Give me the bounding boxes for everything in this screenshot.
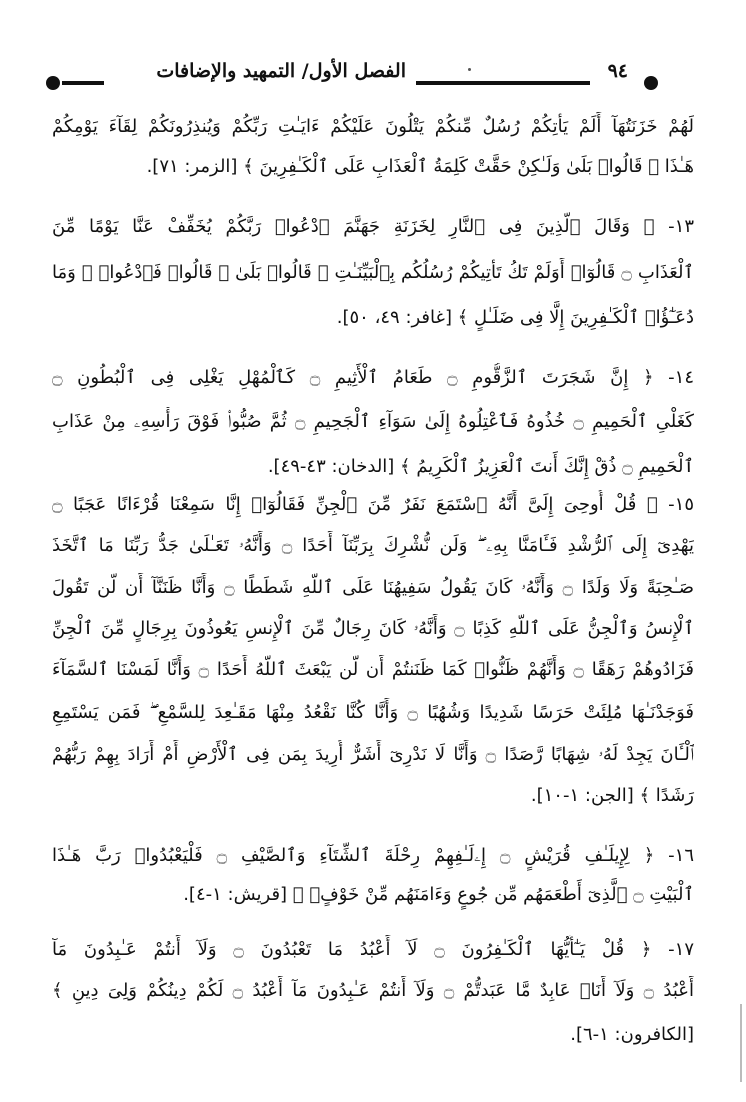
- header-left-dot: [46, 76, 60, 90]
- text-line: دُعَـٰٓؤُا۟ ٱلْكَـٰفِرِينَ إِلَّا فِى ضَلَـٰلٍ ﴾ [غافر: ٤٩، ٥٠].: [336, 307, 694, 328]
- text-line: هَـٰذَا ۚ قَالُوا۟ بَلَىٰ وَلَـٰكِنْ حَقَّتْ كَلِمَةُ ٱلْعَذَابِ عَلَى ٱلْكَـٰفِرِينَ ﴾ [الزمر: ٧١].: [146, 156, 694, 177]
- margin-mark: [740, 1004, 742, 1082]
- page-number: ٩٤: [607, 60, 628, 82]
- text-line: ١٦- ﴿ لِإِيلَـٰفِ قُرَيْشٍ ۝ إِۦلَـٰفِهِمْ رِحْلَةَ ٱلشِّتَآءِ وَٱلصَّيْفِ ۝ فَلْيَعْبُدُوا۟ رَبَّ هَـٰذَا: [52, 845, 694, 866]
- text-line: فَوَجَدْنَـٰهَا مُلِئَتْ حَرَسًا شَدِيدًا وَشُهُبًا ۝ وَأَنَّا كُنَّا نَقْعُدُ مِنْهَا مَقَـٰعِدَ لِلسَّمْعِ ۖ فَمَن يَسْتَمِعِ: [52, 702, 694, 723]
- header-rule-left: [62, 81, 104, 85]
- text-line: ٱلْعَذَابِ ۝ قَالُوٓا۟ أَوَلَمْ تَكُ تَأْتِيكُمْ رُسُلُكُم بِٱلْبَيِّنَـٰتِ ۖ قَالُوا۟ بَلَىٰ ۚ قَالُوا۟ فَٱدْعُوا۟ ۗ وَمَا: [52, 262, 694, 283]
- text-line: كَغَلْىِ ٱلْحَمِيمِ ۝ خُذُوهُ فَٱعْتِلُوهُ إِلَىٰ سَوَآءِ ٱلْجَحِيمِ ۝ ثُمَّ صُبُّوا۟ فَوْقَ رَأْسِهِۦ مِنْ عَذَابِ: [52, 411, 694, 432]
- chapter-title: الفصل الأول/ التمهيد والإضافات: [156, 60, 406, 82]
- page-header: [0, 0, 746, 110]
- text-line: أَعْبُدُ ۝ وَلَآ أَنَا۠ عَابِدٌ مَّا عَبَدتُّمْ ۝ وَلَآ أَنتُمْ عَـٰبِدُونَ مَآ أَعْبُدُ ۝ لَكُمْ دِينُكُمْ وَلِىَ دِينِ ﴾: [52, 980, 694, 1001]
- text-line: [الكافرون: ١-٦].: [570, 1024, 694, 1045]
- text-line: ١٥- ﴿ قُلْ أُوحِىَ إِلَىَّ أَنَّهُ ٱسْتَمَعَ نَفَرٌ مِّنَ ٱلْجِنِّ فَقَالُوٓا۟ إِنَّا سَمِعْنَا قُرْءَانًا عَجَبًا ۝: [52, 494, 694, 515]
- text-line: فَزَادُوهُمْ رَهَقًا ۝ وَأَنَّهُمْ ظَنُّوا۟ كَمَا ظَنَنتُمْ أَن لَّن يَبْعَثَ ٱللَّهُ أَحَدًا ۝ وَأَنَّا لَمَسْنَا ٱلسَّمَآءَ: [52, 659, 694, 680]
- text-line: ٱلْحَمِيمِ ۝ ذُقْ إِنَّكَ أَنتَ ٱلْعَزِيزُ ٱلْكَرِيمُ ﴾ [الدخان: ٤٣-٤٩].: [267, 456, 694, 477]
- text-line: رَشَدًا ﴾ [الجن: ١-١٠].: [530, 785, 694, 806]
- text-line: ٱلْإِنسُ وَٱلْجِنُّ عَلَى ٱللَّهِ كَذِبًا ۝ وَأَنَّهُۥ كَانَ رِجَالٌ مِّنَ ٱلْإِنسِ يَعُوذُونَ بِرِجَالٍ مِّنَ ٱلْجِنِّ: [52, 618, 694, 639]
- text-line: ٱلْبَيْتِ ۝ ٱلَّذِىٓ أَطْعَمَهُم مِّن جُوعٍ وَءَامَنَهُم مِّنْ خَوْفٍۭ ﴾ [قريش: ١-٤].: [183, 884, 694, 905]
- text-line: ٱلْـَٔانَ يَجِدْ لَهُۥ شِهَابًا رَّصَدًا ۝ وَأَنَّا لَا نَدْرِىٓ أَشَرٌّ أُرِيدَ بِمَن فِى ٱلْأَرْضِ أَمْ أَرَادَ بِهِمْ رَبُّهُمْ: [52, 744, 694, 765]
- header-small-dot: [468, 68, 471, 71]
- text-line: لَهُمْ خَزَنَتُهَآ أَلَمْ يَأْتِكُمْ رُسُلٌ مِّنكُمْ يَتْلُونَ عَلَيْكُمْ ءَايَـٰتِ رَبِّكُمْ وَيُنذِرُونَكُمْ لِقَآءَ يَوْمِكُمْ: [52, 116, 694, 137]
- text-line: ١٤- ﴿ إِنَّ شَجَرَتَ ٱلزَّقُّومِ ۝ طَعَامُ ٱلْأَثِيمِ ۝ كَٱلْمُهْلِ يَغْلِى فِى ٱلْبُطُونِ ۝: [52, 367, 694, 388]
- text-line: يَهْدِىٓ إِلَى ٱلرُّشْدِ فَـَٔامَنَّا بِهِۦ ۖ وَلَن نُّشْرِكَ بِرَبِّنَآ أَحَدًا ۝ وَأَنَّهُۥ تَعَـٰلَىٰ جَدُّ رَبِّنَا مَا ٱتَّخَذَ: [52, 535, 694, 556]
- text-line: ١٣- ﴿ وَقَالَ ٱلَّذِينَ فِى ٱلنَّارِ لِخَزَنَةِ جَهَنَّمَ ٱدْعُوا۟ رَبَّكُمْ يُخَفِّفْ عَنَّا يَوْمًا مِّنَ: [52, 216, 694, 237]
- header-rule-right: [416, 81, 590, 85]
- header-right-dot: [644, 76, 658, 90]
- text-line: صَـٰحِبَةً وَلَا وَلَدًا ۝ وَأَنَّهُۥ كَانَ يَقُولُ سَفِيهُنَا عَلَى ٱللَّهِ شَطَطًا ۝ وَأَنَّا ظَنَنَّآ أَن لَّن تَقُولَ: [52, 577, 694, 598]
- text-line: ١٧- ﴿ قُلْ يَـٰٓأَيُّهَا ٱلْكَـٰفِرُونَ ۝ لَآ أَعْبُدُ مَا تَعْبُدُونَ ۝ وَلَآ أَنتُمْ عَـٰبِدُونَ مَآ: [52, 939, 694, 960]
